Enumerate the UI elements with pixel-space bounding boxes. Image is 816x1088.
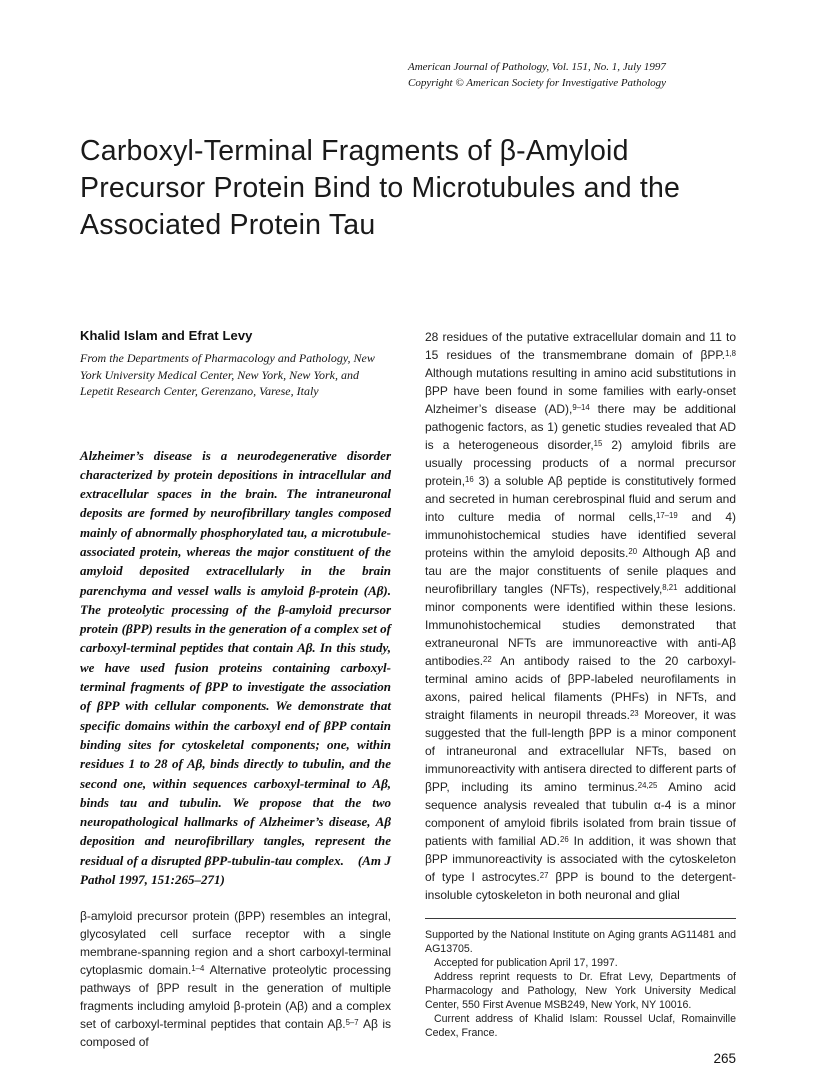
journal-header bbox=[408, 60, 736, 91]
article-title: Carboxyl-Terminal Fragments of β-Amyloid Precursor Protein Bind to Microtubules and the Associated Protein Tau bbox=[80, 135, 681, 241]
footnote-accepted: Accepted for publication April 17, 1997. bbox=[434, 957, 618, 969]
footnotes-block bbox=[425, 918, 736, 1040]
abstract-text: Alzheimer’s disease is a neurodegenerative disorder characterized by protein depositions in intracellular and extracellular spaces in the brain. The intraneuronal deposits are formed by neurofibrillary tangles composed mainly of abnormally phosphorylated tau, a microtubule-associated protein, whereas the major constituent of the amyloid deposited extracellularly in the brain parenchyma and vessel walls is amyloid β-protein (Aβ). The proteolytic processing of the β-amyloid precursor protein (βPP) results in the generation of a complex set of carboxyl-terminal peptides that contain Aβ. In this study, we have used fusion proteins containing carboxyl-terminal fragments of βPP to investigate the association of βPP with cellular components. We demonstrate that specific domains within the carboxyl end of βPP contain binding sites for cytoskeletal components; one, within residues 1 to 28 of Aβ, binds directly to tubulin, and the second one, within sequences carboxyl-terminal to Aβ, binds tau and tubulin. We propose that the two neuropathological hallmarks of Alzheimer’s disease, Aβ deposition and neurofibrillary tangles, represent the residual of a disrupted βPP-tubulin-tau complex. bbox=[80, 447, 391, 868]
journal-copyright: Copyright © American Society for Investigative Pathology bbox=[408, 76, 667, 89]
footnote-divider bbox=[425, 918, 736, 919]
footnote-support: Supported by the National Institute on Aging grants AG11481 and AG13705. bbox=[425, 929, 736, 955]
body-paragraph-right: 28 residues of the putative extracellular domain and 11 to 15 residues of the transmembrane domain of βPP.$^{1,8}$ Although mutations resulting in amino acid substitutions in βPP have been found in some families with early-onset Alzheimer’s disease (AD),$^{9-14}$ there may be additional pathogenic factors, as 1) genetic studies revealed that AD is a heterogeneous disorder,$^{15}$ 2) amyloid fibrils are usually processing products of a normal precursor protein,$^{16}$ 3) a soluble Aβ peptide is constitutively formed and secreted in human cerebrospinal fluid and serum and into culture media of normal cells,$^{17-19}$ and 4) immunohistochemical studies have identified several proteins within the amyloid deposits.$^{20}$ Although Aβ and tau are the major constituents of senile plaques and neurofibrillary tangles (NFTs), respectively,$^{8,21}$ additional minor components were identified within these lesions. Immunohistochemical studies demonstrated that extraneuronal NFTs are immunoreactive with anti-Aβ antibodies.$^{22}$ An antibody raised to the 20 carboxyl-terminal amino acids of βPP-labeled neurofilaments in axons, paired helical filaments (PHFs) in NFTs, and straight filaments in neuropil threads.$^{23}$ Moreover, it was suggested that the full-length βPP is a minor component of intraneuronal and extracellular NFTs, based on immunoreactivity with antisera directed to different parts of βPP, including its amino terminus.$^{24,25}$ Amino acid sequence analysis revealed that tubulin α-4 is a minor component of amyloid fibrils isolated from brain tissue of patients with familial AD.$^{26}$ In addition, it was shown that βPP immunoreactivity is associated with the cytoskeleton of type I astrocytes.$^{27}$ βPP is bound to the detergent-insoluble cytoskeleton in both neuronal and glial bbox=[425, 330, 737, 902]
body-paragraph-left: β-amyloid precursor protein (βPP) resembles an integral, glycosylated cell surface receptor with a single membrane-spanning region and a short carboxyl-terminal cytoplasmic domain.$^{1-4}$ Alternative proteolytic processing pathways of βPP result in the generation of multiple fragments including amyloid β-protein (Aβ) and a complex set of carboxyl-terminal peptides that contain Aβ.$^{5-7}$ Aβ is composed of bbox=[80, 909, 391, 1050]
journal-citation: American Journal of Pathology, Vol. 151, No. 1, July 1997 bbox=[408, 61, 666, 73]
affiliation-block: From the Departments of Pharmacology and Pathology, New York University Medical Center, New York, New York, and Lepetit Research Center, Gerenzano, Varese, Italy bbox=[80, 351, 375, 398]
page-number: 265 bbox=[713, 1051, 736, 1066]
footnote-reprints: Address reprint requests to Dr. Efrat Levy, Departments of Pharmacology and Pathology, New York University Medical Center, 550 First Avenue MSB249, New York, NY 10016. bbox=[425, 971, 736, 1011]
left-column bbox=[80, 328, 391, 1051]
authors-line: Khalid Islam and Efrat Levy bbox=[80, 328, 253, 343]
footnote-current-address: Current address of Khalid Islam: Roussel Uclaf, Romainville Cedex, France. bbox=[425, 1013, 736, 1039]
abstract-paragraph bbox=[80, 446, 391, 890]
right-column bbox=[425, 328, 736, 1051]
abstract-citation: (Am J Pathol 1997, 151:265–271) bbox=[80, 852, 391, 888]
two-column-body bbox=[80, 328, 736, 1051]
